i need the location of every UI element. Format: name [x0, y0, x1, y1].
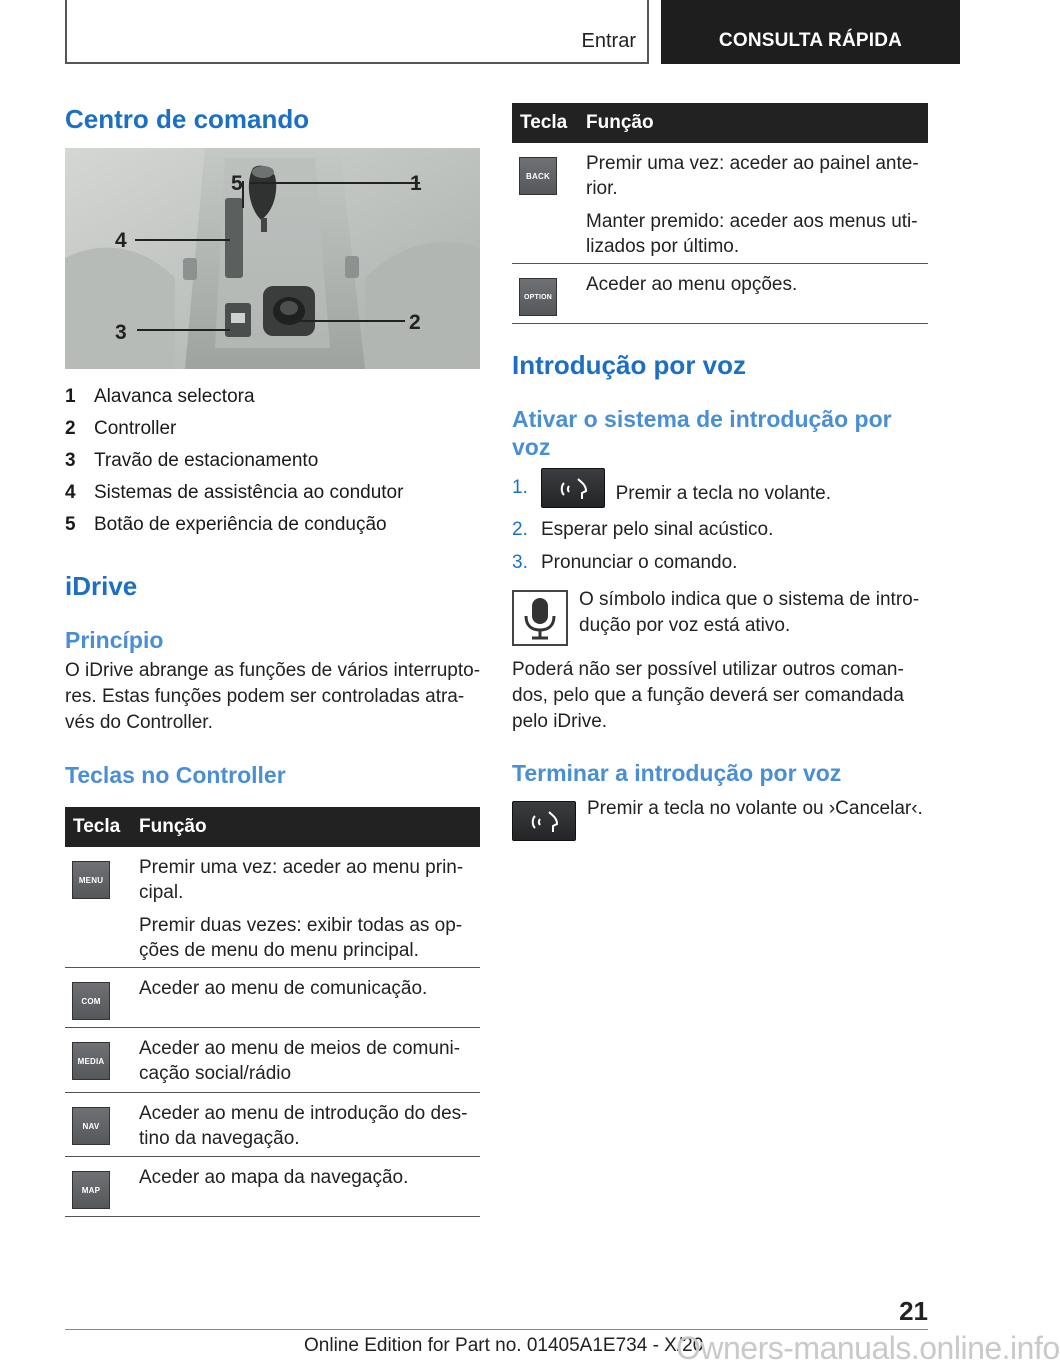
step-text: Pronunciar o comando. — [541, 552, 738, 573]
map-key-icon: MAP — [72, 1171, 110, 1209]
callout-1: 1 — [410, 172, 422, 195]
legend-item — [65, 381, 480, 413]
callout-3: 3 — [115, 321, 127, 344]
principio-title: Princípio — [65, 627, 164, 653]
principio-line: vés do Controller. — [65, 712, 213, 733]
col-tecla: Tecla — [73, 816, 121, 837]
legend-text: Botão de experiência de condução — [94, 514, 387, 535]
table-row — [65, 1157, 480, 1217]
console-photo — [65, 148, 480, 369]
table-header — [65, 807, 480, 847]
legend-item — [65, 413, 480, 445]
photo-legend — [65, 381, 480, 541]
voz-note — [512, 657, 932, 735]
row-text: Premir uma vez: aceder ao menu prin- cipal. Premir duas vezes: exibir todas as op- ções de menu do menu principal. — [139, 857, 464, 961]
legend-item — [65, 477, 480, 509]
legend-text: Alavanca selectora — [94, 386, 255, 407]
legend-num: 5 — [65, 514, 76, 535]
media-key-icon: MEDIA — [72, 1042, 110, 1080]
col-funcao: Função — [586, 112, 654, 133]
watermark: Owners-manuals.online.info — [676, 1330, 1060, 1366]
note-line: dos, pelo que a função deverá ser comandada — [512, 685, 904, 706]
step-item — [512, 519, 773, 541]
legend-item — [65, 509, 480, 541]
controller-keys-table-continued — [512, 103, 928, 324]
principio-text — [65, 658, 485, 736]
idrive-title: iDrive — [65, 571, 138, 601]
step-item — [512, 468, 831, 508]
legend-num: 1 — [65, 386, 76, 407]
callout-5: 5 — [231, 172, 243, 195]
symbol-description — [579, 587, 929, 639]
row-text: Aceder ao menu de introdução do des- tino da navegação. — [139, 1103, 468, 1149]
row-text: Aceder ao menu opções. — [586, 274, 798, 295]
step-num: 2. — [512, 519, 528, 540]
terminar-title: Terminar a introdução por voz — [512, 760, 842, 786]
nav-key-icon: NAV — [72, 1107, 110, 1145]
voice-button-icon — [512, 801, 576, 841]
symbol-line: O símbolo indica que o sistema de intro- — [579, 589, 920, 610]
callout-4: 4 — [115, 229, 127, 252]
step-num: 1. — [512, 477, 528, 499]
ativar-title — [512, 405, 892, 461]
ativar-title-line: Ativar o sistema de introdução por — [512, 406, 892, 432]
header-tab: CONSULTA RÁPIDA — [661, 0, 960, 64]
back-key-icon: BACK — [519, 157, 557, 195]
principio-line: res. Estas funções podem ser controladas atra- — [65, 686, 465, 707]
ativar-title-line: voz — [512, 434, 551, 460]
terminar-text: Premir a tecla no volante ou ›Cancelar‹. — [587, 798, 923, 819]
edition-text: Online Edition for Part no. 01405A1E734 - X/20 — [304, 1335, 704, 1356]
table-row — [65, 847, 480, 968]
legend-text: Travão de estacionamento — [94, 450, 319, 471]
row-text: Premir uma vez: aceder ao painel ante- rior. Manter premido: aceder aos menus uti- lizados por último. — [586, 153, 919, 257]
com-key-icon: COM — [72, 982, 110, 1020]
table-header — [512, 103, 928, 143]
col-tecla: Tecla — [520, 112, 568, 133]
table-row — [512, 143, 928, 264]
header-box — [65, 0, 649, 64]
legend-text: Sistemas de assistência ao condutor — [94, 482, 404, 503]
voice-button-icon — [541, 468, 605, 508]
voz-title: Introdução por voz — [512, 350, 746, 380]
table-row — [65, 1093, 480, 1157]
page-number: 21 — [899, 1296, 928, 1326]
option-key-icon: OPTION — [519, 278, 557, 316]
row-text: Aceder ao menu de comunicação. — [139, 978, 428, 999]
menu-key-icon: MENU — [72, 861, 110, 899]
legend-item — [65, 445, 480, 477]
legend-text: Controller — [94, 418, 177, 439]
teclas-title: Teclas no Controller — [65, 762, 286, 788]
table-row — [65, 1028, 480, 1093]
console-illustration — [65, 148, 480, 369]
note-line: pelo iDrive. — [512, 711, 608, 732]
principio-line: O iDrive abrange as funções de vários interrupto- — [65, 660, 481, 681]
row-text: Aceder ao menu de meios de comuni- cação social/rádio — [139, 1038, 461, 1084]
step-item — [512, 552, 737, 574]
row-text: Aceder ao mapa da navegação. — [139, 1167, 409, 1188]
table-row — [65, 968, 480, 1028]
step-num: 3. — [512, 552, 528, 573]
note-line: Poderá não ser possível utilizar outros coman- — [512, 659, 904, 680]
callout-2: 2 — [409, 311, 421, 334]
microphone-symbol-icon — [512, 590, 568, 646]
step-text: Esperar pelo sinal acústico. — [541, 519, 774, 540]
legend-num: 2 — [65, 418, 76, 439]
legend-num: 4 — [65, 482, 76, 503]
step-text: Premir a tecla no volante. — [615, 483, 832, 505]
table-row — [512, 264, 928, 324]
col-funcao: Função — [139, 816, 207, 837]
symbol-line: dução por voz está ativo. — [579, 615, 791, 636]
centro-title: Centro de comando — [65, 104, 310, 134]
controller-keys-table — [65, 807, 480, 1217]
legend-num: 3 — [65, 450, 76, 471]
header-section: Entrar — [581, 30, 636, 52]
